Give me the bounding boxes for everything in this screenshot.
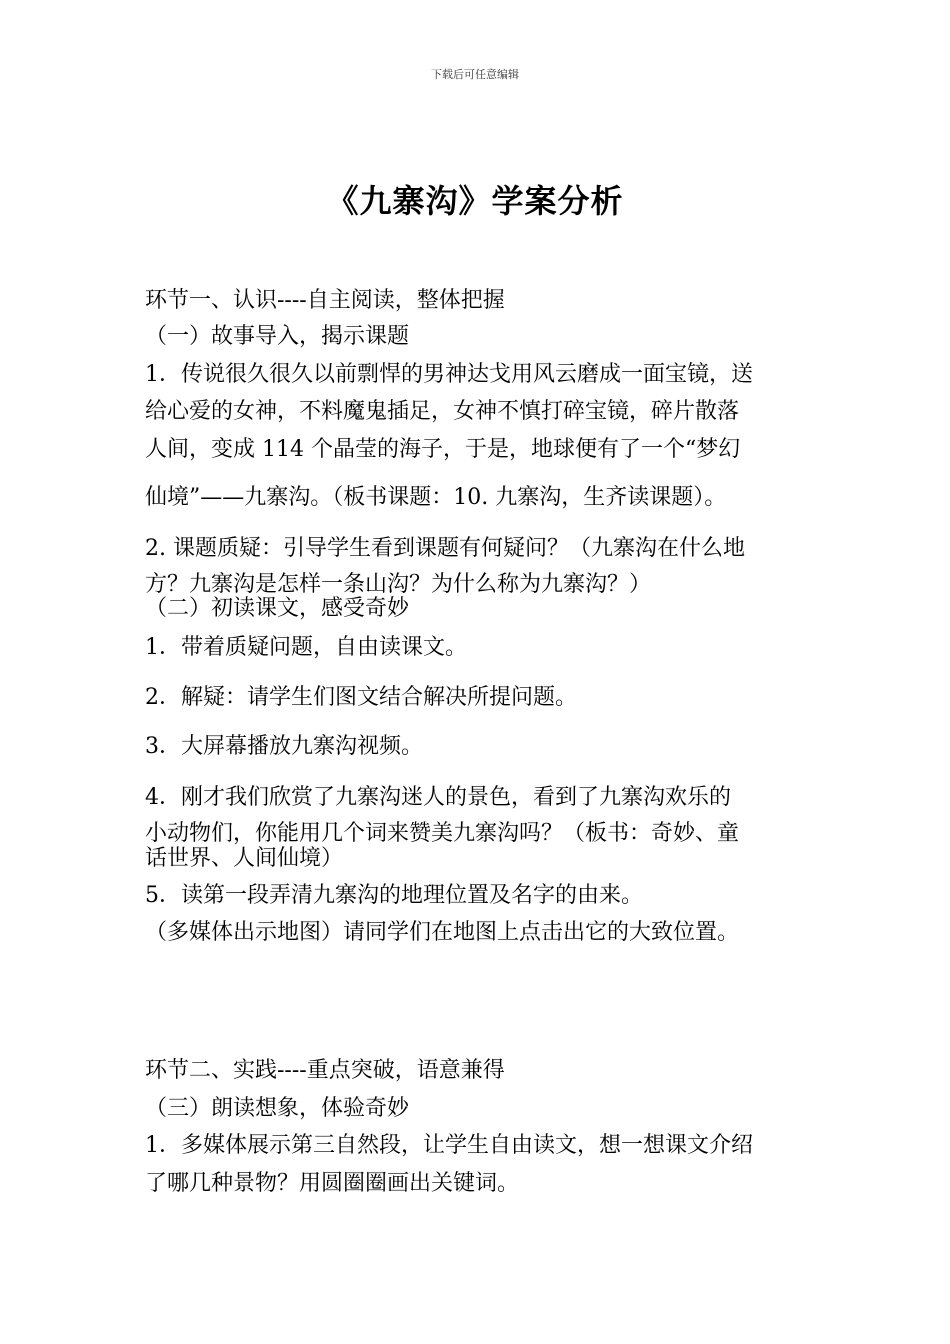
paragraph-line: 话世界、人间仙境） — [145, 846, 344, 871]
list-item: 2．解疑：请学生们图文结合解决所提问题。 — [145, 685, 577, 710]
paragraph-line: 小动物们，你能用几个词来赞美九寨沟吗？（板书：奇妙、童 — [145, 821, 740, 846]
list-item: 3．大屏幕播放九寨沟视频。 — [145, 734, 423, 759]
section-heading-2: 环节二、实践----重点突破，语意兼得 — [145, 1058, 505, 1083]
paragraph-line: 方？九寨沟是怎样一条山沟？为什么称为九寨沟？） — [145, 572, 652, 597]
subsection-heading-3: （三）朗读想象，体验奇妙 — [145, 1096, 410, 1121]
header-note: 下载后可任意编辑 — [431, 68, 519, 81]
section-heading-1: 环节一、认识----自主阅读，整体把握 — [145, 288, 505, 313]
paragraph-line: 给心爱的女神，不料魔鬼插足，女神不慎打碎宝镜，碎片散落 — [145, 399, 740, 424]
subsection-heading-2: （二）初读课文，感受奇妙 — [145, 596, 410, 621]
document-title: 《九寨沟》学案分析 — [326, 182, 624, 220]
paragraph-line: （多媒体出示地图）请同学们在地图上点击出它的大致位置。 — [145, 920, 740, 945]
list-item: 5．读第一段弄清九寨沟的地理位置及名字的由来。 — [145, 883, 643, 908]
subsection-heading-1: （一）故事导入，揭示课题 — [145, 324, 410, 349]
paragraph-line: 人间，变成 114 个晶莹的海子，于是，地球便有了一个“梦幻 — [145, 437, 741, 462]
paragraph-line: 2. 课题质疑：引导学生看到课题有何疑问？（九寨沟在什么地 — [145, 536, 745, 561]
paragraph-line: 仙境”——九寨沟。（板书课题：10. 九寨沟，生齐读课题）。 — [145, 485, 727, 510]
list-item: 1．带着质疑问题，自由读课文。 — [145, 635, 467, 660]
paragraph-line: 了哪几种景物？用圆圈圈画出关键词。 — [145, 1171, 520, 1196]
list-item: 4．刚才我们欣赏了九寨沟迷人的景色，看到了九寨沟欢乐的 — [145, 785, 731, 810]
paragraph-line: 1．传说很久很久以前剽悍的男神达戈用风云磨成一面宝镜，送 — [145, 362, 753, 387]
list-item: 1．多媒体展示第三自然段，让学生自由读文，想一想课文介绍 — [145, 1133, 753, 1158]
